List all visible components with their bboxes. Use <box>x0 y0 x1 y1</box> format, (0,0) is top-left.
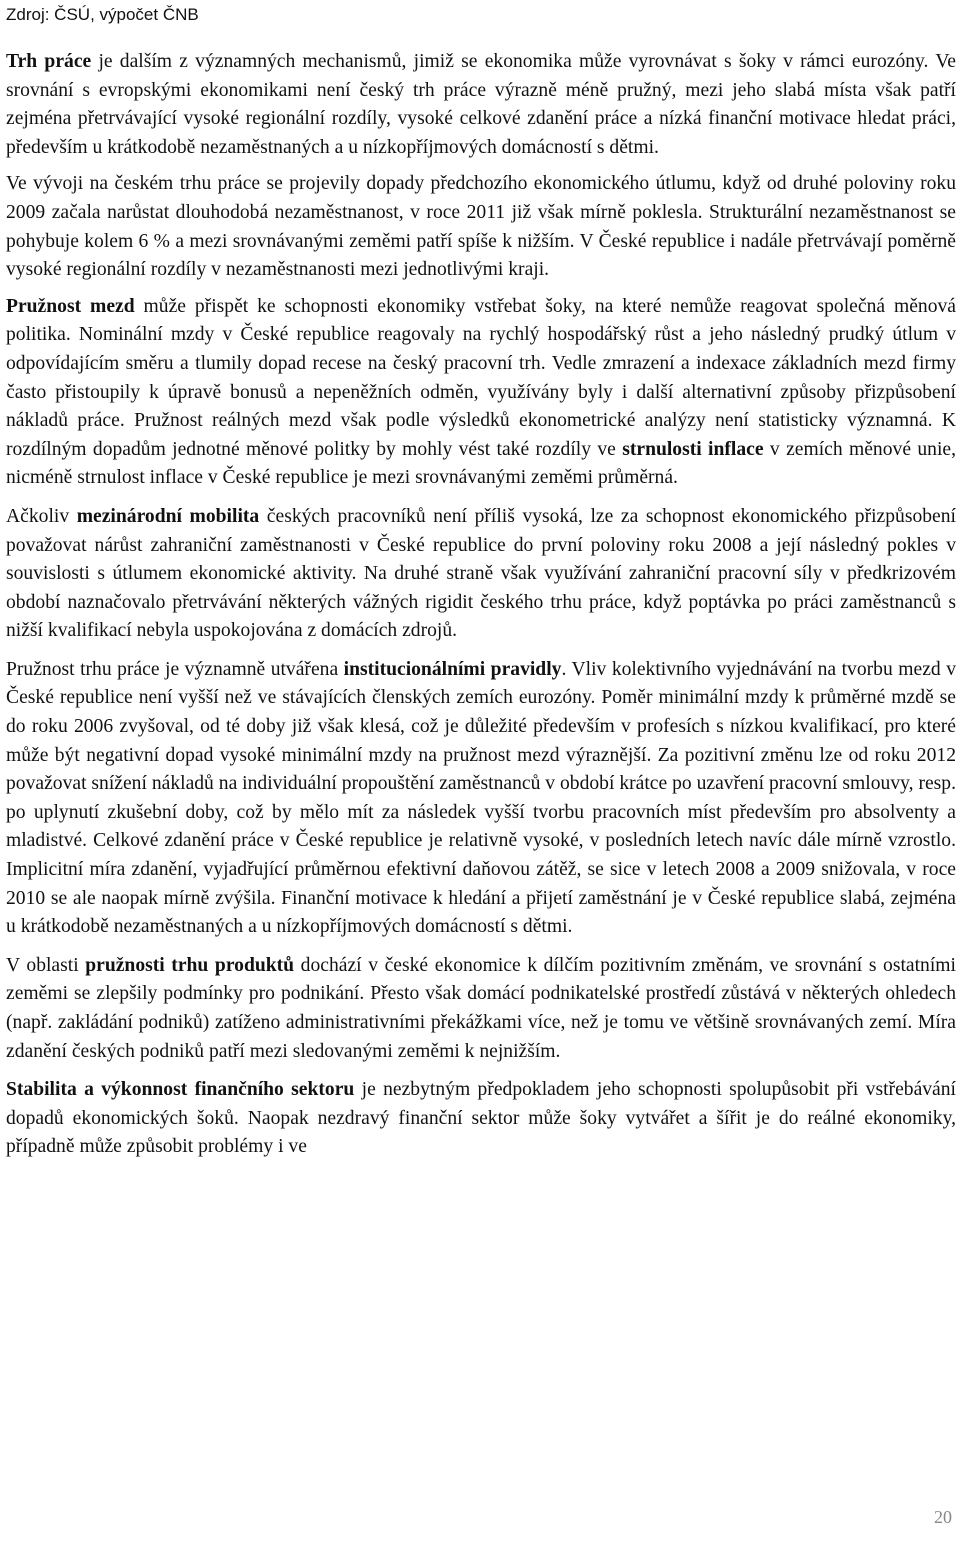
paragraph-text: je dalším z významných mechanismů, jimiž se ekonomika může vyrovnávat s šoky v rámci eurozóny. Ve srovnání s evropskými ekonomikami není český trh práce výrazně méně pružný, mezi jeho slabá místa však patří zejména přetrvávající vysoké regionální rozdíly, vysoké celkové zdanění práce a nízká finanční motivace hledat práci, především u krátkodobě nezaměstnaných a u nízkopříjmových domácností s dětmi. <box>6 51 956 158</box>
paragraph-text: může přispět ke schopnosti ekonomiky vstřebat šoky, na které nemůže reagovat společná měnová politika. Nominální mzdy v České republice reagovaly na rychlý hospodářský růst a jeho následný prudký útlum v odpovídajícím směru a tlumily dopad recese na český pracovní trh. Vedle zmrazení a indexace základních mezd firmy často přistoupily k úpravě bonusů a nepeněžních odměn, využívány byly i další alternativní způsoby přizpůsobení nákladů práce. Pružnost reálných mezd však podle výsledků ekonometrické analýzy není statisticky významná. K rozdílným dopadům jednotné měnové politky by mohly vést také rozdíly ve <box>6 295 956 460</box>
document-page <box>6 0 956 1172</box>
paragraph-institutions <box>6 656 956 942</box>
bold-term-labour-market: Trh práce <box>6 51 92 72</box>
paragraph-text: . Vliv kolektivního vyjednávání na tvorbu mezd v České republice není vyšší než ve stávajících členských zemích eurozóny. Poměr minimální mzdy k průměrné mzdě se do roku 2006 zvyšoval, od té doby již však klesá, což je důležité především v profesích s nízkou kvalifikací, pro které může být negativní dopad vysoké minimální mzdy na pružnost mezd výraznější. Za pozitivní změnu lze od roku 2012 považovat snížení nákladů na individuální propouštění zaměstnanců v období krátce po uzavření pracovní smlouvy, resp. po uplynutí zkušební doby, což by mělo mít za následek vyšší tvorbu pracovních míst především pro absolventy a mladistvé. Celkové zdanění práce v České republice je relativně vysoké, v posledních letech navíc dále mírně vzrostlo. Implicitní míra zdanění, vyjadřující průměrnou efektivní daňovou zátěž, se sice v letech 2008 a 2009 snižovala, v roce 2010 se ale naopak mírně zvýšila. Finanční motivace k hledání a přijetí zaměstnání je v České republice slabá, zejména u krátkodobě nezaměstnaných a u nízkopříjmových domácností s dětmi. <box>6 658 956 938</box>
paragraph-text: Pružnost trhu práce je významně utvářena <box>6 658 344 680</box>
paragraph-product-market <box>6 952 956 1066</box>
paragraph-text: Ve vývoji na českém trhu práce se projevily dopady předchozího ekonomického útlumu, když od druhé poloviny roku 2009 začala narůstat dlouhodobá nezaměstnanost, v roce 2011 již však mírně poklesla. Strukturální nezaměstnanost se pohybuje kolem 6 % a mezi srovnávanými zeměmi patří spíše k nižším. V České republice i nadále přetrvávají poměrně vysoké regionální rozdíly v nezaměstnanosti mezi jednotlivými kraji. <box>6 173 956 281</box>
source-caption: Zdroj: ČSÚ, výpočet ČNB <box>6 5 199 24</box>
paragraph-text: českých pracovníků není příliš vysoká, lze za schopnost ekonomického přizpůsobení považovat nárůst zahraniční zaměstnanosti v České republice do první poloviny roku 2008 a její následný pokles v souvislosti s útlumem ekonomické aktivity. Na druhé straně však využívání zahraniční pracovní síly v předkrizovém období naznačovalo přetrvávání některých vážných rigidit českého trhu práce, když poptávka po práci zaměstnanců s nižší kvalifikací nebyla uspokojována z domácích zdrojů. <box>6 505 956 642</box>
paragraph-text: V oblasti <box>6 954 86 976</box>
paragraph-text: v zemích měnové unie, nicméně strnulost inflace v České republice je mezi srovnávanými zeměmi průměrná. <box>6 438 957 489</box>
bold-term-wage-flexibility: Pružnost mezd <box>6 295 135 317</box>
paragraph-labour-market <box>6 48 956 162</box>
paragraph-wage-flexibility <box>6 293 956 493</box>
bold-term-product-market: pružnosti trhu produktů <box>85 954 295 976</box>
bold-term-mobility: mezinárodní mobilita <box>76 505 260 527</box>
bold-term-financial-sector: Stabilita a výkonnost finančního sektoru <box>6 1079 355 1101</box>
paragraph-mobility <box>6 503 956 646</box>
bold-term-institutions: institucionálními pravidly <box>343 658 562 680</box>
page-number: 20 <box>934 1507 952 1527</box>
paragraph-text: dochází v české ekonomice k dílčím pozitivním změnám, ve srovnání s ostatními zeměmi se zlepšily podmínky pro podnikání. Přesto však domácí podnikatelské prostředí zůstává v některých ohledech (např. zakládání podniků) zatíženo administrativními překážkami více, než je tomu ve většině srovnávaných zemí. Míra zdanění českých podniků patří mezi sledovanými zeměmi k nejnižším. <box>6 954 956 1062</box>
paragraph-text: je nezbytným předpokladem jeho schopnosti spolupůsobit při vstřebávání dopadů ekonomických šoků. Naopak nezdravý finanční sektor může šoky vytvářet a šířit je do reálné ekonomiky, případně může způsobit problémy i ve <box>6 1079 956 1158</box>
paragraph-text: Ačkoliv <box>6 505 77 527</box>
paragraph-financial-sector <box>6 1076 956 1162</box>
paragraph-unemployment <box>6 170 956 284</box>
bold-term-inflation-persistence: strnulosti inflace <box>622 438 764 460</box>
